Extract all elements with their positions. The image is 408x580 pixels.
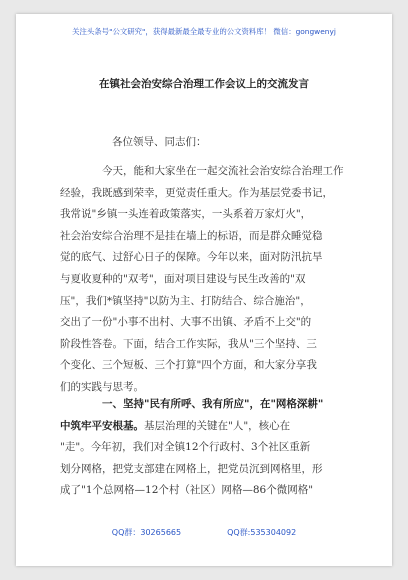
- paragraph-line: 们的实践与思考。: [60, 380, 144, 393]
- paragraph-line: 成了"1个总网格—12个村（社区）网格—86个微网格": [60, 484, 314, 497]
- paragraph-line: 经验，我既感到荣幸，更觉责任重大。作为基层党委书记，: [60, 186, 333, 199]
- paragraph-line: 我常说"乡镇一头连着政策落实，一头系着万家灯火"，: [60, 208, 312, 221]
- paragraph-intro: [60, 161, 360, 399]
- salutation: 各位领导、同志们：: [112, 136, 207, 148]
- paragraph-line: 社会治安综合治理不是挂在墙上的标语，而是群众睡觉稳: [60, 229, 323, 242]
- paragraph-line: 个变化、三个短板、三个打算"四个方面，和大家分享我: [60, 359, 317, 372]
- section-heading-end: 中筑牢平安根基。: [60, 419, 144, 432]
- header-banner: 关注头条号"公文研究"，获得最新最全最专业的公文资料库！ 微信：gongwenyj: [72, 27, 336, 36]
- paragraph-line: 阶段性答卷。下面，结合工作实际，我从"三个坚持、三: [60, 337, 317, 350]
- paragraph-line: 与夏收夏种的"双考"，面对项目建设与民生改善的"双: [60, 272, 306, 285]
- paragraph-line: 觉的底气、过舒心日子的保障。今年以来，面对防汛抗旱: [60, 251, 323, 264]
- section-text: 基层治理的关键在"人"，核心在: [144, 419, 291, 432]
- section-1: [60, 394, 360, 502]
- qq-group-1: QQ群：30265665: [111, 528, 182, 537]
- document-title: 在镇社会治安综合治理工作会议上的交流发言: [99, 78, 309, 90]
- paragraph-line: 今天，能和大家坐在一起交流社会治安综合治理工作: [102, 165, 344, 177]
- section-heading-continuation: [60, 416, 360, 438]
- qq-group-2: QQ群:535304092: [227, 528, 297, 537]
- paragraph-line: 压"，我们*镇坚持"以防为主、打防结合、综合施治"，: [60, 294, 311, 307]
- paragraph-line: 交出了一份"小事不出村、大事不出镇、矛盾不上交"的: [60, 316, 312, 329]
- footer-contact: [16, 527, 392, 538]
- document-page: [16, 14, 392, 566]
- paragraph-line: 划分网格，把党支部建在网格上，把党员沉到网格里，形: [60, 462, 323, 475]
- paragraph-line: "走"。今年初，我们对全镇12个行政村、3个社区重新: [60, 441, 311, 454]
- section-heading: 一、坚持"民有所呼、我有所应"，在"网格深耕": [102, 398, 324, 410]
